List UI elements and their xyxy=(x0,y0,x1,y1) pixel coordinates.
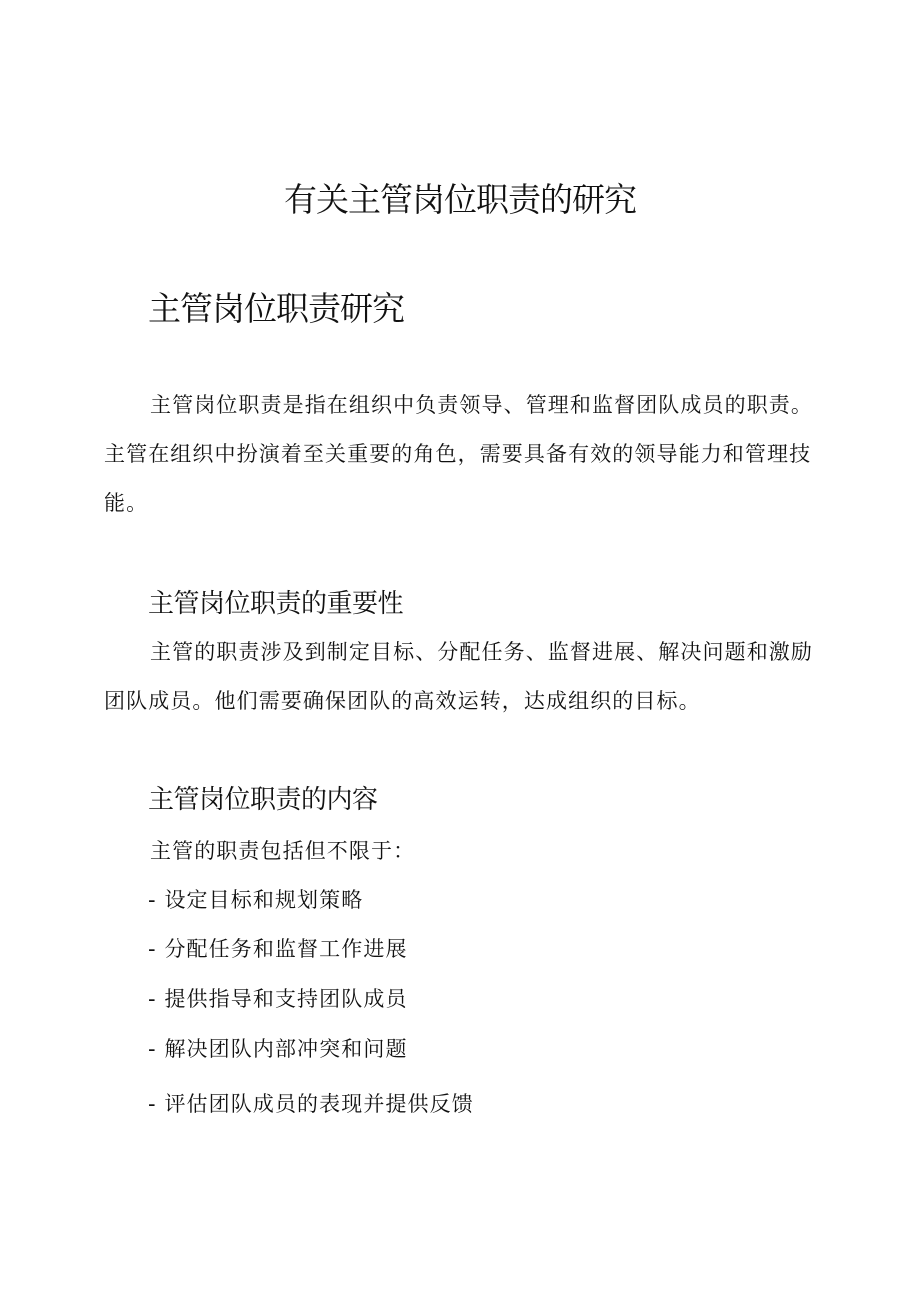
list-item: - 设定目标和规划策略 xyxy=(148,888,364,912)
document-title: 有关主管岗位职责的研究 xyxy=(284,180,636,219)
content-heading: 主管岗位职责的内容 xyxy=(148,785,378,815)
importance-paragraph: 主管的职责涉及到制定目标、分配任务、监督进展、解决问题和激励团队成员。他们需要确保团队的高效运转，达成组织的目标。 xyxy=(104,640,813,713)
content-lead: 主管的职责包括但不限于： xyxy=(150,839,416,863)
intro-paragraph: 主管岗位职责是指在组织中负责领导、管理和监督团队成员的职责。主管在组织中扮演着至关重要的角色，需要具备有效的领导能力和管理技能。 xyxy=(104,393,813,515)
list-item: - 评估团队成员的表现并提供反馈 xyxy=(148,1092,474,1116)
importance-heading: 主管岗位职责的重要性 xyxy=(148,589,404,619)
section-title: 主管岗位职责研究 xyxy=(148,289,404,328)
list-item: - 分配任务和监督工作进展 xyxy=(148,937,408,961)
list-item: - 提供指导和支持团队成员 xyxy=(148,987,408,1011)
list-item: - 解决团队内部冲突和问题 xyxy=(148,1037,408,1061)
